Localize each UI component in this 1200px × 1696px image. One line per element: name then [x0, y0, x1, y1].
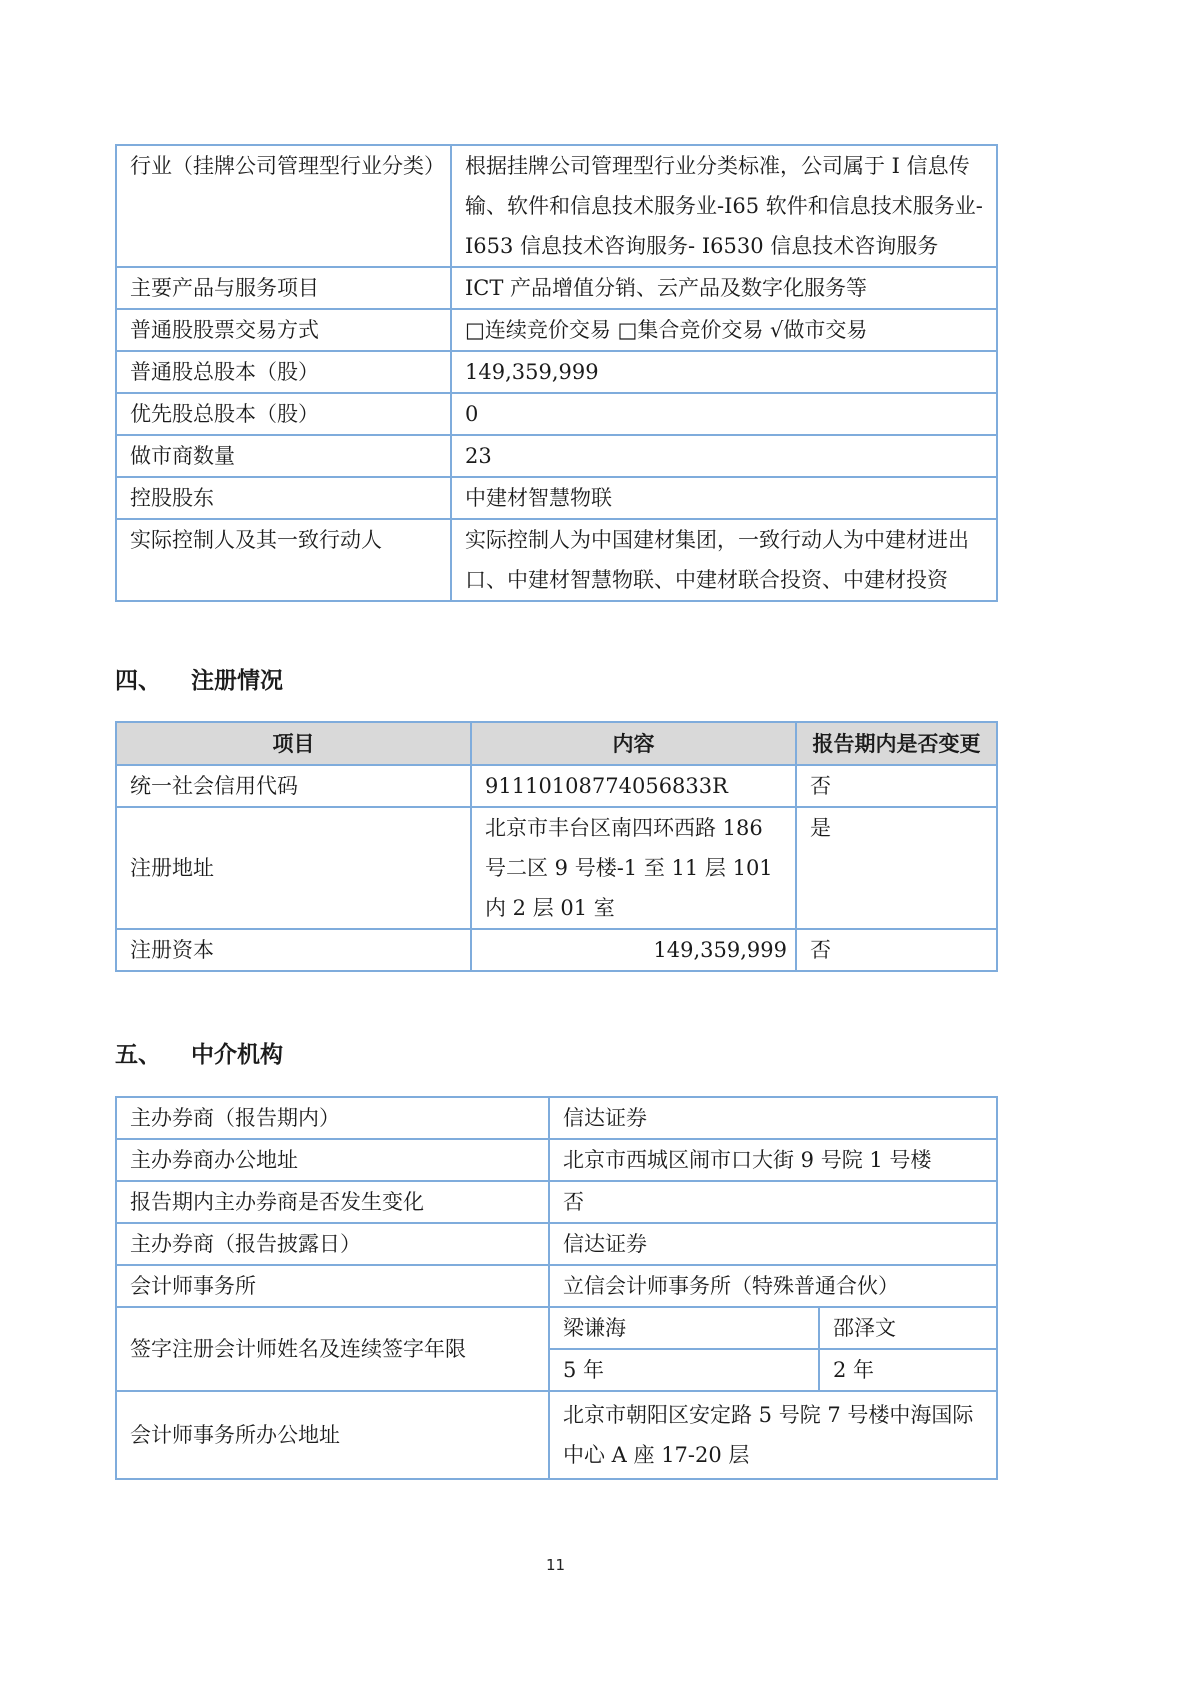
row-content: 149,359,999	[471, 929, 796, 971]
row-label: 报告期内主办券商是否发生变化	[116, 1181, 549, 1223]
section-number: 四、	[115, 668, 161, 694]
intermediary-table	[115, 1096, 998, 1480]
row-value: 149,359,999	[451, 351, 997, 393]
row-value: □连续竞价交易 □集合竞价交易 √做市交易	[451, 309, 997, 351]
row-changed: 否	[796, 765, 997, 807]
row-label: 主办券商（报告期内）	[116, 1097, 549, 1139]
table-row	[116, 929, 997, 971]
signer2-years: 2 年	[819, 1349, 997, 1391]
section-heading-registration	[115, 666, 996, 696]
row-value: 信达证券	[549, 1097, 997, 1139]
row-value: 否	[549, 1181, 997, 1223]
section-heading-intermediary	[115, 1040, 996, 1070]
row-label: 主办券商（报告披露日）	[116, 1223, 549, 1265]
table-row	[116, 765, 997, 807]
row-item: 统一社会信用代码	[116, 765, 471, 807]
signer1-name: 梁谦海	[549, 1307, 819, 1349]
row-value: 立信会计师事务所（特殊普通合伙）	[549, 1265, 997, 1307]
row-value: 中建材智慧物联	[451, 477, 997, 519]
table-row	[116, 1097, 997, 1139]
table-row	[116, 267, 997, 309]
row-value: 0	[451, 393, 997, 435]
table-row	[116, 145, 997, 267]
table-row	[116, 351, 997, 393]
row-label: 控股股东	[116, 477, 451, 519]
row-item: 注册资本	[116, 929, 471, 971]
row-value: 北京市朝阳区安定路 5 号院 7 号楼中海国际中心 A 座 17-20 层	[549, 1391, 997, 1479]
table-row	[116, 309, 997, 351]
row-value: ICT 产品增值分销、云产品及数字化服务等	[451, 267, 997, 309]
table-row	[116, 1223, 997, 1265]
table-header-row	[116, 722, 997, 765]
row-value: 信达证券	[549, 1223, 997, 1265]
signer2-name: 邵泽文	[819, 1307, 997, 1349]
row-label: 实际控制人及其一致行动人	[116, 519, 451, 601]
row-content: 北京市丰台区南四环西路 186 号二区 9 号楼-1 至 11 层 101 内 2 层 01 室	[471, 807, 796, 929]
section-title: 注册情况	[191, 668, 283, 694]
table-row	[116, 1181, 997, 1223]
row-label: 主办券商办公地址	[116, 1139, 549, 1181]
row-changed: 否	[796, 929, 997, 971]
row-label: 做市商数量	[116, 435, 451, 477]
row-item: 注册地址	[116, 807, 471, 929]
row-label: 优先股总股本（股）	[116, 393, 451, 435]
signer1-years: 5 年	[549, 1349, 819, 1391]
table-row-signers	[116, 1307, 997, 1349]
row-label: 会计师事务所办公地址	[116, 1391, 549, 1479]
table-row	[116, 807, 997, 929]
company-overview-table	[115, 144, 998, 602]
table-row	[116, 435, 997, 477]
row-label: 会计师事务所	[116, 1265, 549, 1307]
row-label: 主要产品与服务项目	[116, 267, 451, 309]
row-changed: 是	[796, 807, 997, 929]
table-row	[116, 1139, 997, 1181]
row-content: 91110108774056833R	[471, 765, 796, 807]
row-value: 实际控制人为中国建材集团，一致行动人为中建材进出口、中建材智慧物联、中建材联合投资、中建材投资	[451, 519, 997, 601]
table-row	[116, 1265, 997, 1307]
column-header-content: 内容	[471, 722, 796, 765]
table-row	[116, 477, 997, 519]
row-label: 行业（挂牌公司管理型行业分类）	[116, 145, 451, 267]
row-value: 北京市西城区闹市口大街 9 号院 1 号楼	[549, 1139, 997, 1181]
row-value: 23	[451, 435, 997, 477]
row-label: 普通股股票交易方式	[116, 309, 451, 351]
column-header-changed: 报告期内是否变更	[796, 722, 997, 765]
table-row	[116, 1391, 997, 1479]
page-number: 11	[545, 1556, 566, 1574]
page-content	[115, 0, 996, 1574]
table-row	[116, 393, 997, 435]
row-value: 根据挂牌公司管理型行业分类标准，公司属于 I 信息传输、软件和信息技术服务业-I65 软件和信息技术服务业-I653 信息技术咨询服务- I6530 信息技术咨询服务	[451, 145, 997, 267]
section-title: 中介机构	[191, 1042, 283, 1068]
row-label: 签字注册会计师姓名及连续签字年限	[116, 1307, 549, 1391]
column-header-item: 项目	[116, 722, 471, 765]
table-row	[116, 519, 997, 601]
section-number: 五、	[115, 1042, 161, 1068]
row-label: 普通股总股本（股）	[116, 351, 451, 393]
registration-table	[115, 721, 998, 972]
